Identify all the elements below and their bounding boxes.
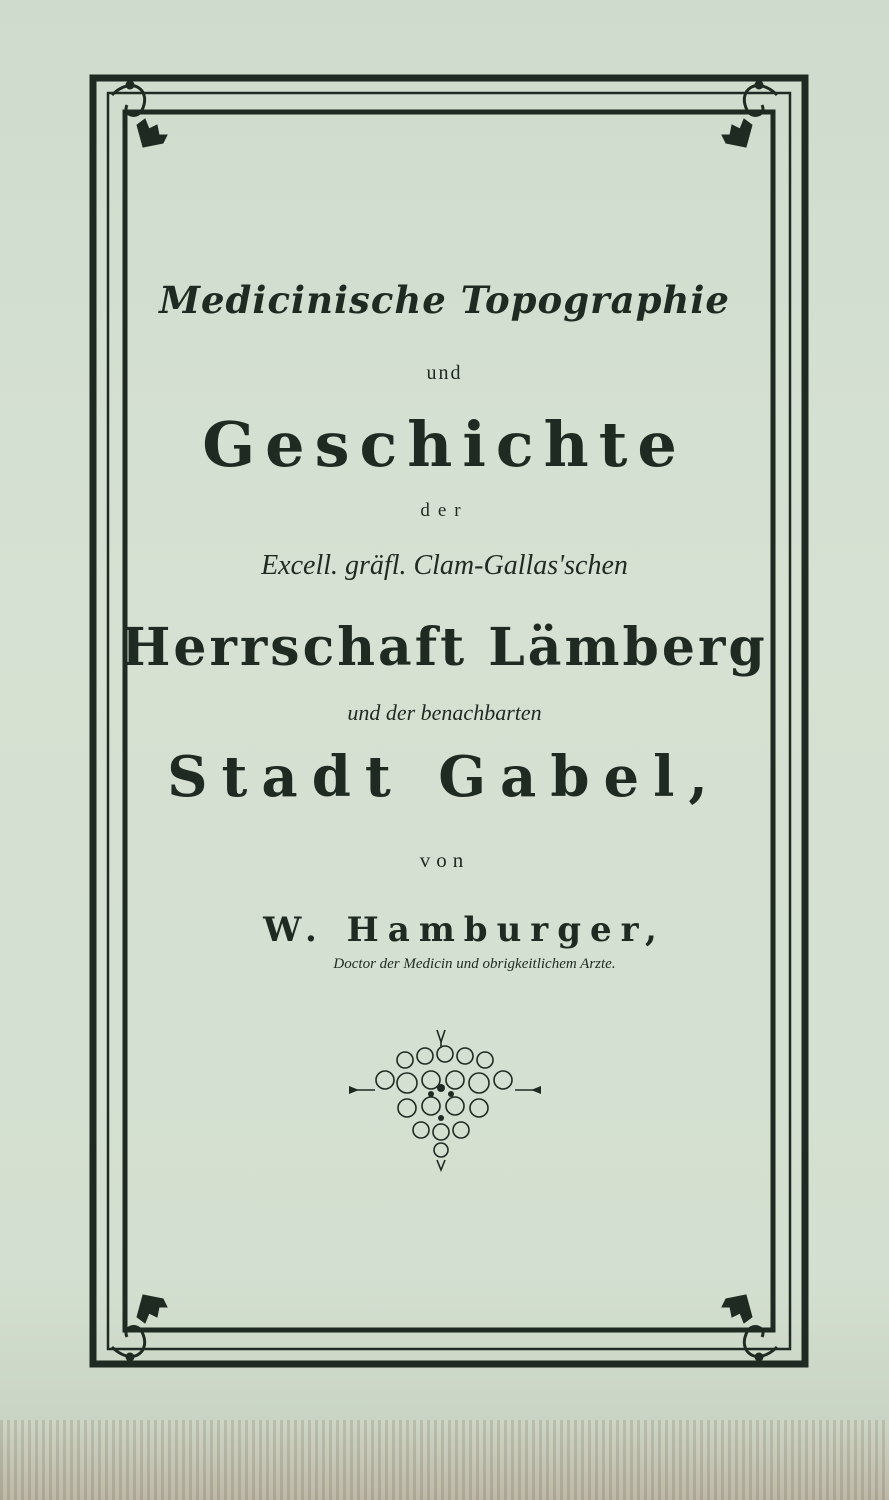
title-line-herrschaft: Herrschaft Lämberg: [121, 617, 768, 678]
title-line-von: von: [419, 848, 470, 872]
author-name: W. Hamburger,: [263, 910, 666, 950]
title-line-medicinische-topographie: Medicinische Topographie: [159, 278, 730, 322]
title-line-excell: Excell. gräfl. Clam-Gallas'schen: [261, 550, 628, 581]
author-credentials: Doctor der Medicin und obrigkeitlichem Arzte.: [333, 956, 616, 972]
title-line-und: und: [426, 362, 463, 384]
title-line-geschichte: Geschichte: [202, 408, 687, 481]
lace-ornament-icon: [345, 1028, 545, 1173]
title-line-der: der: [420, 500, 469, 521]
title-line-und-der-benachbarten: und der benachbarten: [347, 700, 542, 725]
title-line-stadt-gabel: Stadt Gabel,: [167, 744, 722, 810]
